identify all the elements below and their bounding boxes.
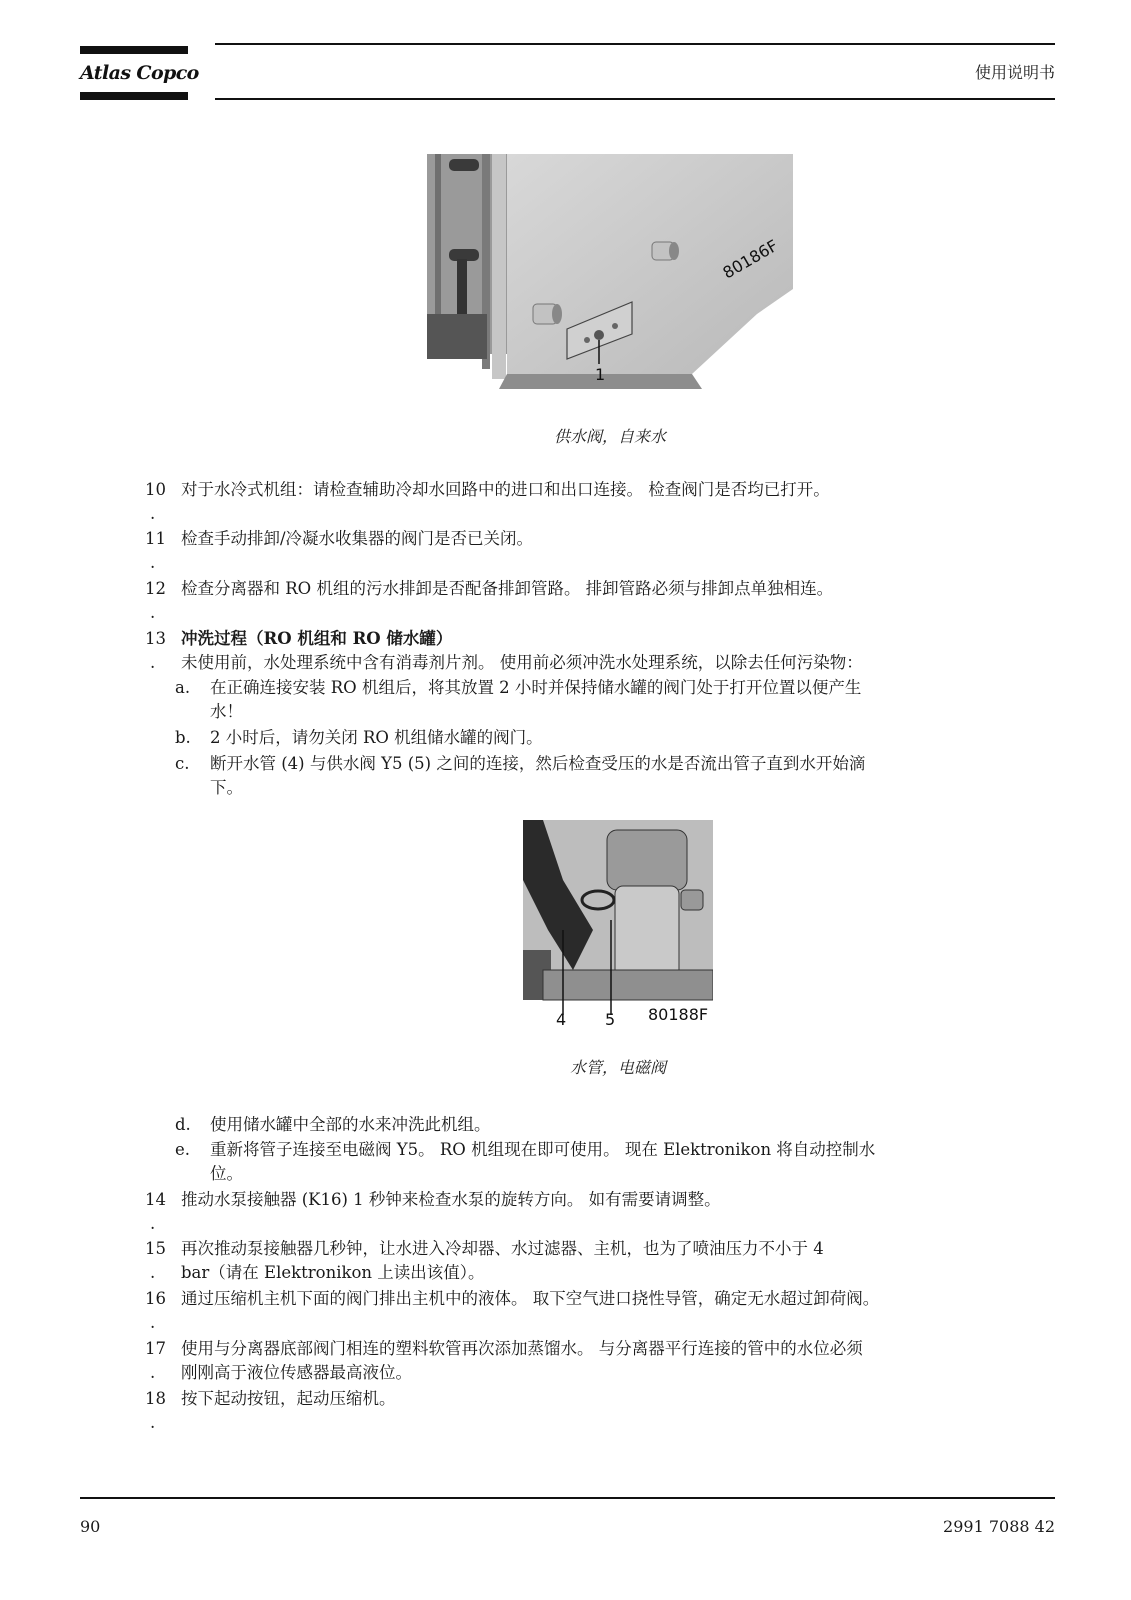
step-dot: . xyxy=(150,1214,156,1233)
sub-step-label: d. xyxy=(175,1115,191,1134)
sub-step-text: 重新将管子连接至电磁阀 Y5。 RO 机组现在即可使用。 现在 Elektronikon 将自动控制水 xyxy=(210,1140,876,1159)
sub-step-text: 断开水管 (4) 与供水阀 Y5 (5) 之间的连接，然后检查受压的水是否流出管子直到水开始滴 xyxy=(210,754,866,773)
header-rule-top xyxy=(215,43,1055,45)
callout-4: 4 xyxy=(556,1010,567,1027)
sub-step-label: e. xyxy=(175,1140,191,1159)
step-text: 使用与分离器底部阀门相连的塑料软管再次添加蒸馏水。 与分离器平行连接的管中的水位必须 xyxy=(181,1339,863,1358)
sub-step-text: 在正确连接安装 RO 机组后，将其放置 2 小时并保持储水罐的阀门处于打开位置以便产生 xyxy=(210,678,862,697)
step-dot: . xyxy=(150,553,156,572)
figure-water-supply-valve xyxy=(427,154,793,399)
water-supply-valve-illustration xyxy=(427,154,793,399)
step-text: 检查手动排卸/冷凝水收集器的阀门是否已关闭。 xyxy=(181,529,534,548)
step-number: 17 xyxy=(145,1339,166,1358)
step-text: 对于水冷式机组：请检查辅助冷却水回路中的进口和出口连接。 检查阀门是否均已打开。 xyxy=(181,480,830,499)
step13-intro: 未使用前，水处理系统中含有消毒剂片剂。 使用前必须冲洗水处理系统，以除去任何污染物： xyxy=(181,653,863,672)
figure-code-80188f: 80188F xyxy=(648,1005,709,1024)
footer-rule xyxy=(80,1497,1055,1499)
step13-heading: 冲洗过程（RO 机组和 RO 储水罐） xyxy=(181,629,453,648)
figure2-caption: 水管，电磁阀 xyxy=(569,1058,666,1077)
document-title: 使用说明书 xyxy=(974,63,1055,82)
step-text-cont: bar（请在 Elektronikon 上读出该值）。 xyxy=(181,1263,485,1282)
step-dot: . xyxy=(150,504,156,523)
page-number: 90 xyxy=(80,1517,101,1536)
step-number: 11 xyxy=(145,529,166,548)
step-text: 再次推动泵接触器几秒钟，让水进入冷却器、水过滤器、主机，也为了喷油压力不小于 4 xyxy=(181,1239,824,1258)
sub-step-text: 2 小时后，请勿关闭 RO 机组储水罐的阀门。 xyxy=(210,728,543,747)
document-number: 2991 7088 42 xyxy=(943,1517,1055,1536)
step-text-cont: 刚刚高于液位传感器最高液位。 xyxy=(181,1363,412,1382)
step-number: 12 xyxy=(145,579,166,598)
step-number: 13 xyxy=(145,629,166,648)
step-number: 14 xyxy=(145,1190,166,1209)
atlas-copco-logo xyxy=(80,46,199,100)
header-rule-bottom xyxy=(215,98,1055,100)
sub-step-text-cont: 下。 xyxy=(210,778,243,797)
step-text: 检查分离器和 RO 机组的污水排卸是否配备排卸管路。 排卸管路必须与排卸点单独相连。 xyxy=(181,579,834,598)
sub-step-text-cont: 水！ xyxy=(210,702,243,721)
callout-1: 1 xyxy=(595,365,606,384)
figure1-caption: 供水阀，自来水 xyxy=(553,427,666,446)
logo-bottom-bar xyxy=(80,92,188,100)
step-number: 10 xyxy=(145,480,166,499)
step-text: 通过压缩机主机下面的阀门排出主机中的液体。 取下空气进口挠性导管，确定无水超过卸荷阀。 xyxy=(181,1289,880,1308)
sub-step-text-cont: 位。 xyxy=(210,1164,243,1183)
sub-step-label: b. xyxy=(175,728,191,747)
logo-wordmark: Atlas Copco xyxy=(80,62,199,84)
step-dot: . xyxy=(150,603,156,622)
logo-top-bar xyxy=(80,46,188,54)
step-number: 16 xyxy=(145,1289,166,1308)
step-dot: . xyxy=(150,653,156,672)
step-dot: . xyxy=(150,1363,156,1382)
sub-step-text: 使用储水罐中全部的水来冲洗此机组。 xyxy=(210,1115,491,1134)
step-dot: . xyxy=(150,1413,156,1432)
step-text: 推动水泵接触器 (K16) 1 秒钟来检查水泵的旋转方向。 如有需要请调整。 xyxy=(181,1190,721,1209)
solenoid-valve-illustration xyxy=(523,820,713,1027)
step-number: 18 xyxy=(145,1389,166,1408)
step-dot: . xyxy=(150,1313,156,1332)
step-dot: . xyxy=(150,1263,156,1282)
step-number: 15 xyxy=(145,1239,166,1258)
figure-code-80186f: 80186F xyxy=(719,235,782,283)
figure-water-pipe-solenoid-valve xyxy=(523,820,713,1027)
callout-5: 5 xyxy=(605,1010,616,1027)
step-text: 按下起动按钮，起动压缩机。 xyxy=(181,1389,396,1408)
sub-step-label: a. xyxy=(175,678,191,697)
sub-step-label: c. xyxy=(175,754,190,773)
